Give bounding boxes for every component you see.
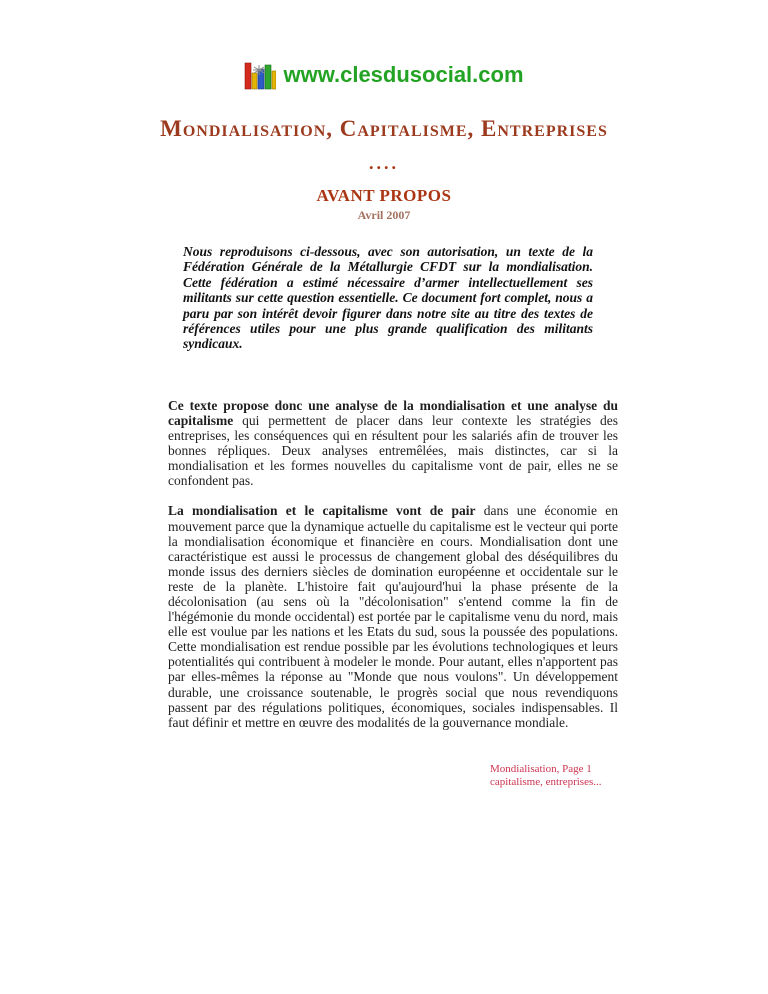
footer-line-1: Mondialisation, Page 1 xyxy=(490,763,592,775)
site-url-link[interactable]: www.clesdusocial.com xyxy=(283,62,524,87)
paragraph-2-lead: La mondialisation et le capitalisme vont de pair xyxy=(168,503,476,519)
site-header xyxy=(0,0,768,94)
paragraph-2-text: dans une économie en mouvement parce que la dynamique actuelle du capitalisme est le vecteur qui porte la mondialisation économique et financière en cours. Mondialisation dont une caractéristique est aussi le processus de changement global des déséquilibres du monde issus des derniers siècles de domination européenne et occidentale sur le reste de la planète. L'histoire fait qu'aujourd'hui la phase présente de la décolonisation (au sens où la "décolonisation" s'entend comme la fin de l'hégémonie du monde occidental) est portée par le capitalisme venu du nord, mais elle est voulue par les nations et les Etats du sud, sous la poussée des populations. Cette mondialisation est rendue possible par les évolutions technologiques et leurs potentialités qui contribuent à modeler le monde. Pour autant, elles n'apportent pas par elles-mêmes la réponse au "Monde que nous voulons". Un développement durable, une croissance soutenable, le progrès social que nous revendiquons passent par des régulations politiques, économiques, sociales indispensables. Il faut définir et mettre en œuvre des modalités de la gouvernance mondiale. xyxy=(168,503,618,730)
body-paragraph-2 xyxy=(168,503,618,729)
dots-separator: .... xyxy=(369,153,399,173)
paragraph-1-lead: Ce texte propose donc une analyse de la mondialisation et une analyse du capitalisme xyxy=(168,397,618,428)
subtitle-avant-propos: AVANT PROPOS xyxy=(316,186,452,205)
body-paragraph-1 xyxy=(168,398,618,489)
page-title: Mondialisation, Capitalisme, Entreprises xyxy=(160,116,608,141)
date-label: Avril 2007 xyxy=(357,208,411,222)
intro-paragraph: Nous reproduisons ci-dessous, avec son autorisation, un texte de la Fédération Générale de la Métallurgie CFDT sur la mondialisation. Cette fédération a estimé nécessaire d’armer intellectuellement ses militants sur cette question essentielle. Ce document fort complet, nous a paru par son intérêt devoir figurer dans notre site au titre des textes de références utiles pour une plus grande qualification des militants syndicaux. xyxy=(183,244,593,352)
footer-line-2: capitalisme, entreprises... xyxy=(490,776,602,788)
page-footer xyxy=(490,763,602,789)
clesdusocial-logo-icon xyxy=(244,58,276,92)
paragraph-1-text: qui permettent de placer dans leur contexte les stratégies des entreprises, les conséquences qui en résultent pour les salariés afin de trouver les bonnes répliques. Deux analyses entremêlées, mais distinctes, car si la mondialisation et les formes nouvelles du capitalisme vont de pair, elles ne se confondent pas. xyxy=(168,412,618,489)
